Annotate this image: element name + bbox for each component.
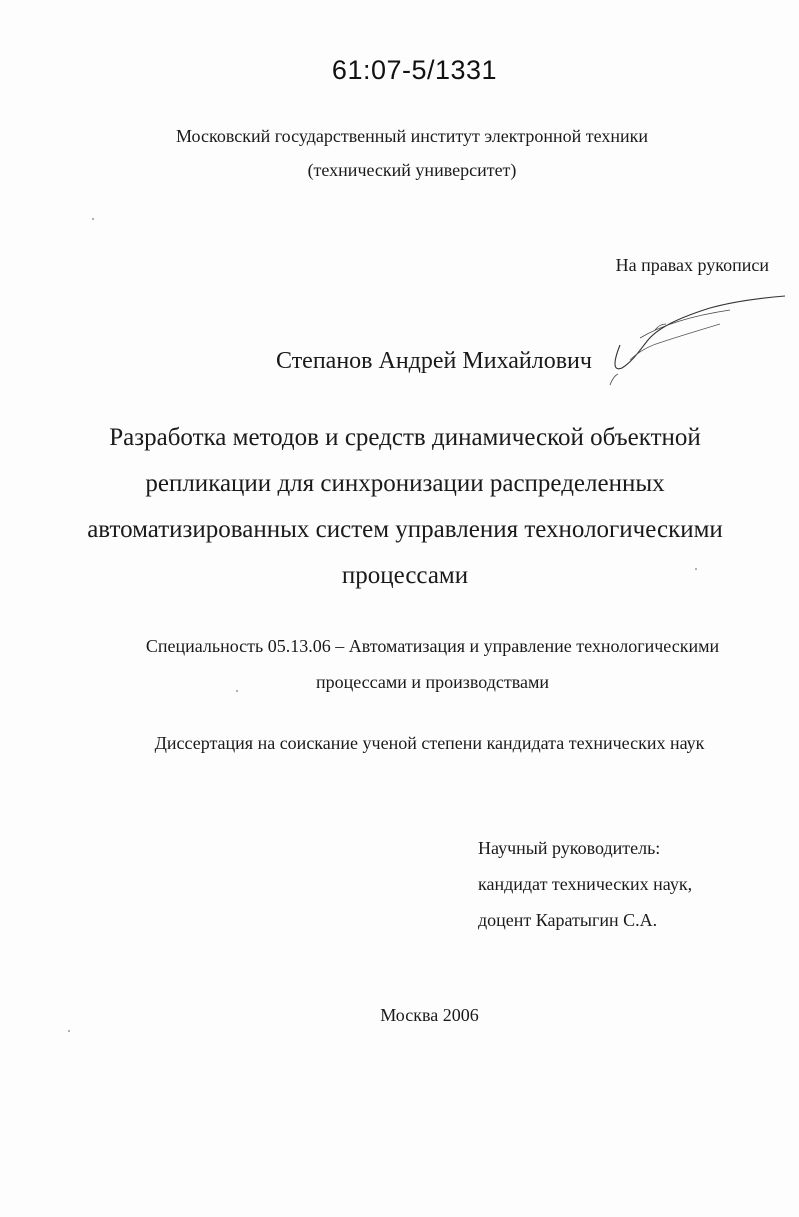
- institution-subtitle: (технический университет): [307, 160, 517, 180]
- specialty-line: процессами и производствами: [315, 672, 550, 692]
- scan-speck: [236, 690, 238, 692]
- title-line: автоматизированных систем управления технологическими: [87, 516, 723, 543]
- handwritten-signature: [600, 290, 790, 400]
- specialty-line: Специальность 05.13.06 – Автоматизация и управление технологическими: [145, 636, 720, 656]
- specialty: [100, 628, 765, 700]
- title-line: Разработка методов и средств динамической объектной: [109, 424, 701, 451]
- dissertation-title: [60, 415, 750, 599]
- supervisor-line: доцент Каратыгин С.А.: [478, 910, 658, 930]
- institution-name: Московский государственный институт электронной техники: [176, 126, 648, 146]
- city-year: Москва 2006: [380, 1005, 479, 1025]
- dissertation-note: Диссертация на соискание ученой степени кандидата технических наук: [154, 733, 705, 753]
- supervisor-line: Научный руководитель:: [478, 838, 661, 858]
- library-stamp-number: 61:07-5/1331: [331, 55, 498, 85]
- supervisor-line: кандидат технических наук,: [478, 874, 693, 894]
- scan-speck: [695, 568, 697, 570]
- rights-note: На правах рукописи: [615, 255, 769, 275]
- scan-speck: [92, 218, 94, 220]
- title-line: процессами: [341, 562, 469, 589]
- title-line: репликации для синхронизации распределенных: [145, 470, 665, 497]
- scientific-supervisor: [478, 830, 692, 938]
- author-name: Степанов Андрей Михайлович: [276, 348, 592, 374]
- scan-speck: [68, 1030, 70, 1032]
